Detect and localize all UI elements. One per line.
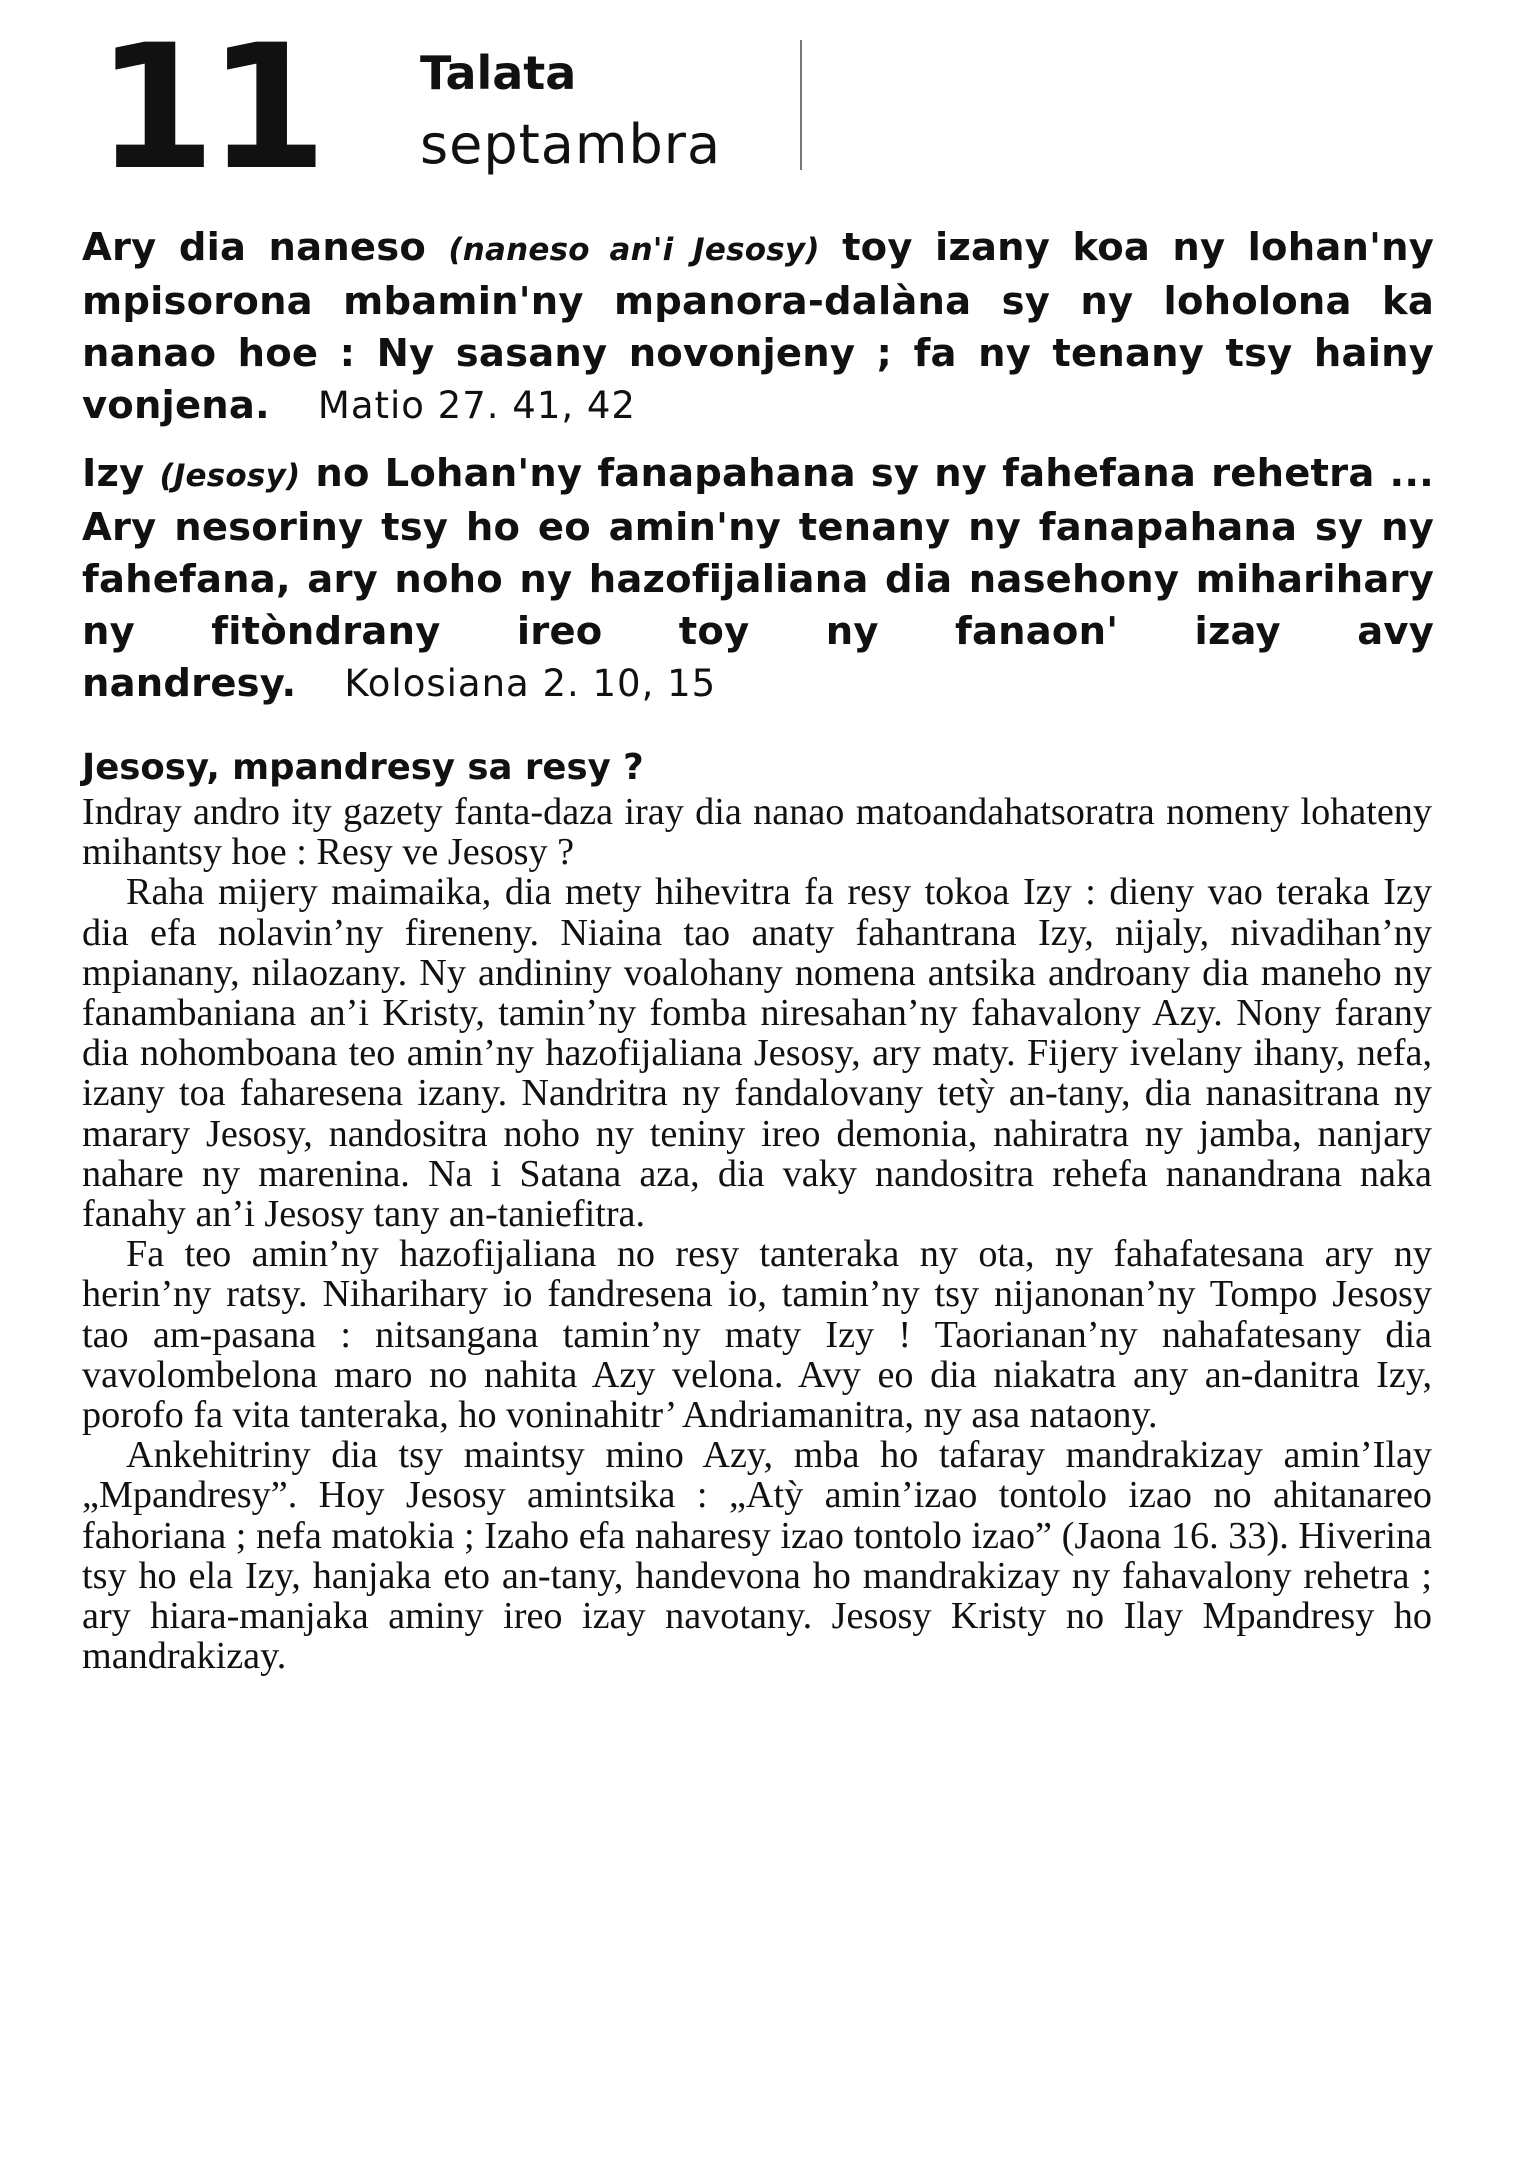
devotional-paragraph-1: Indray andro ity gazety fanta-daza iray dia nanao matoandahatsoratra nomeny lohateny mihantsy hoe : Resy ve Jesosy ? xyxy=(82,791,1432,874)
verse-emphasis: (Jesosy) xyxy=(159,458,301,494)
verse-emphasis: (naneso an'i Jesosy) xyxy=(448,232,820,268)
header-divider xyxy=(800,40,802,170)
verse-reference: Matio 27. 41, 42 xyxy=(317,384,636,427)
verse-block-1 xyxy=(82,222,1434,432)
verse-text: no Lohan'ny fanapahana sy ny fahefana rehetra ... Ary nesoriny tsy ho eo amin'ny tenany ny fanapahana sy ny fahefana, ary noho ny hazofijaliana dia nasehony miharihary ny fitòndrany ireo toy ny fanaon' izay avy nandresy. xyxy=(82,451,1434,706)
day-number: 11 xyxy=(96,7,320,208)
verse-text: Ary dia naneso xyxy=(82,225,449,270)
devotional-paragraph-3: Fa teo amin’ny hazofijaliana no resy tanteraka ny ota, ny fahafatesana ary ny herin’ny ratsy. Niharihary io fandresena io, tamin’ny tsy nijanonan’ny Tompo Jesosy tao am-pasana : nitsangana tamin’ny maty Izy ! Taorianan’ny nahafatesany dia vavolombelona maro no nahita Azy velona. Avy eo dia niakatra any an-danitra Izy, porofo fa vita tanteraka, ho voninahitr’ Andriamanitra, ny asa nataony. xyxy=(82,1233,1432,1437)
verse-text: Izy xyxy=(82,451,160,496)
weekday-label: Talata xyxy=(420,46,577,100)
devotional-paragraph-4: Ankehitriny dia tsy maintsy mino Azy, mba ho tafaray mandrakizay amin’Ilay „Mpandresy”. Hoy Jesosy amintsika : „Atỳ amin’izao tontolo izao no ahitanareo fahoriana ; nefa matokia ; Izaho efa naharesy izao tontolo izao” (Jaona 16. 33). Hiverina tsy ho ela Izy, hanjaka eto an-tany, handevona ho mandrakizay ny fahavalony rehetra ; ary hiara-manjaka aminy ireo izay navotany. Jesosy Kristy no Ilay Mpandresy ho mandrakizay. xyxy=(82,1434,1432,1678)
devotional-title: Jesosy, mpandresy sa resy ? xyxy=(82,747,644,788)
devotional-body xyxy=(82,792,1432,1676)
verse-reference: Kolosiana 2. 10, 15 xyxy=(344,662,717,705)
month-label: septambra xyxy=(420,113,722,176)
devotional-paragraph-2: Raha mijery maimaika, dia mety hihevitra fa resy tokoa Izy : dieny vao teraka Izy dia efa nolavin’ny fireneny. Niaina tao anaty fahantrana Izy, nijaly, nivadihan’ny mpianany, nilaozany. Ny andininy voalohany nomena antsika androany dia maneho ny fanambaniana an’i Kristy, tamin’ny fomba niresahan’ny fahavalony Azy. Nony farany dia nohomboana teo amin’ny hazofijaliana Jesosy, ary maty. Fijery ivelany ihany, nefa, izany toa faharesena izany. Nandritra ny fandalovany tetỳ an-tany, dia nanasitrana ny marary Jesosy, nandositra noho ny teniny ireo demonia, nahiratra ny jamba, nanjary nahare ny marenina. Na i Satana aza, dia vaky nandositra rehefa nanandrana naka fanahy an’i Jesosy tany an-taniefitra. xyxy=(82,871,1432,1236)
verse-block-2 xyxy=(82,448,1434,710)
verse-text: toy izany koa ny lohan'ny mpisorona mbamin'ny mpanora-dalàna sy ny loholona ka nanao hoe : Ny sasany novonjeny ; fa ny tenany tsy hainy vonjena. xyxy=(82,225,1434,428)
